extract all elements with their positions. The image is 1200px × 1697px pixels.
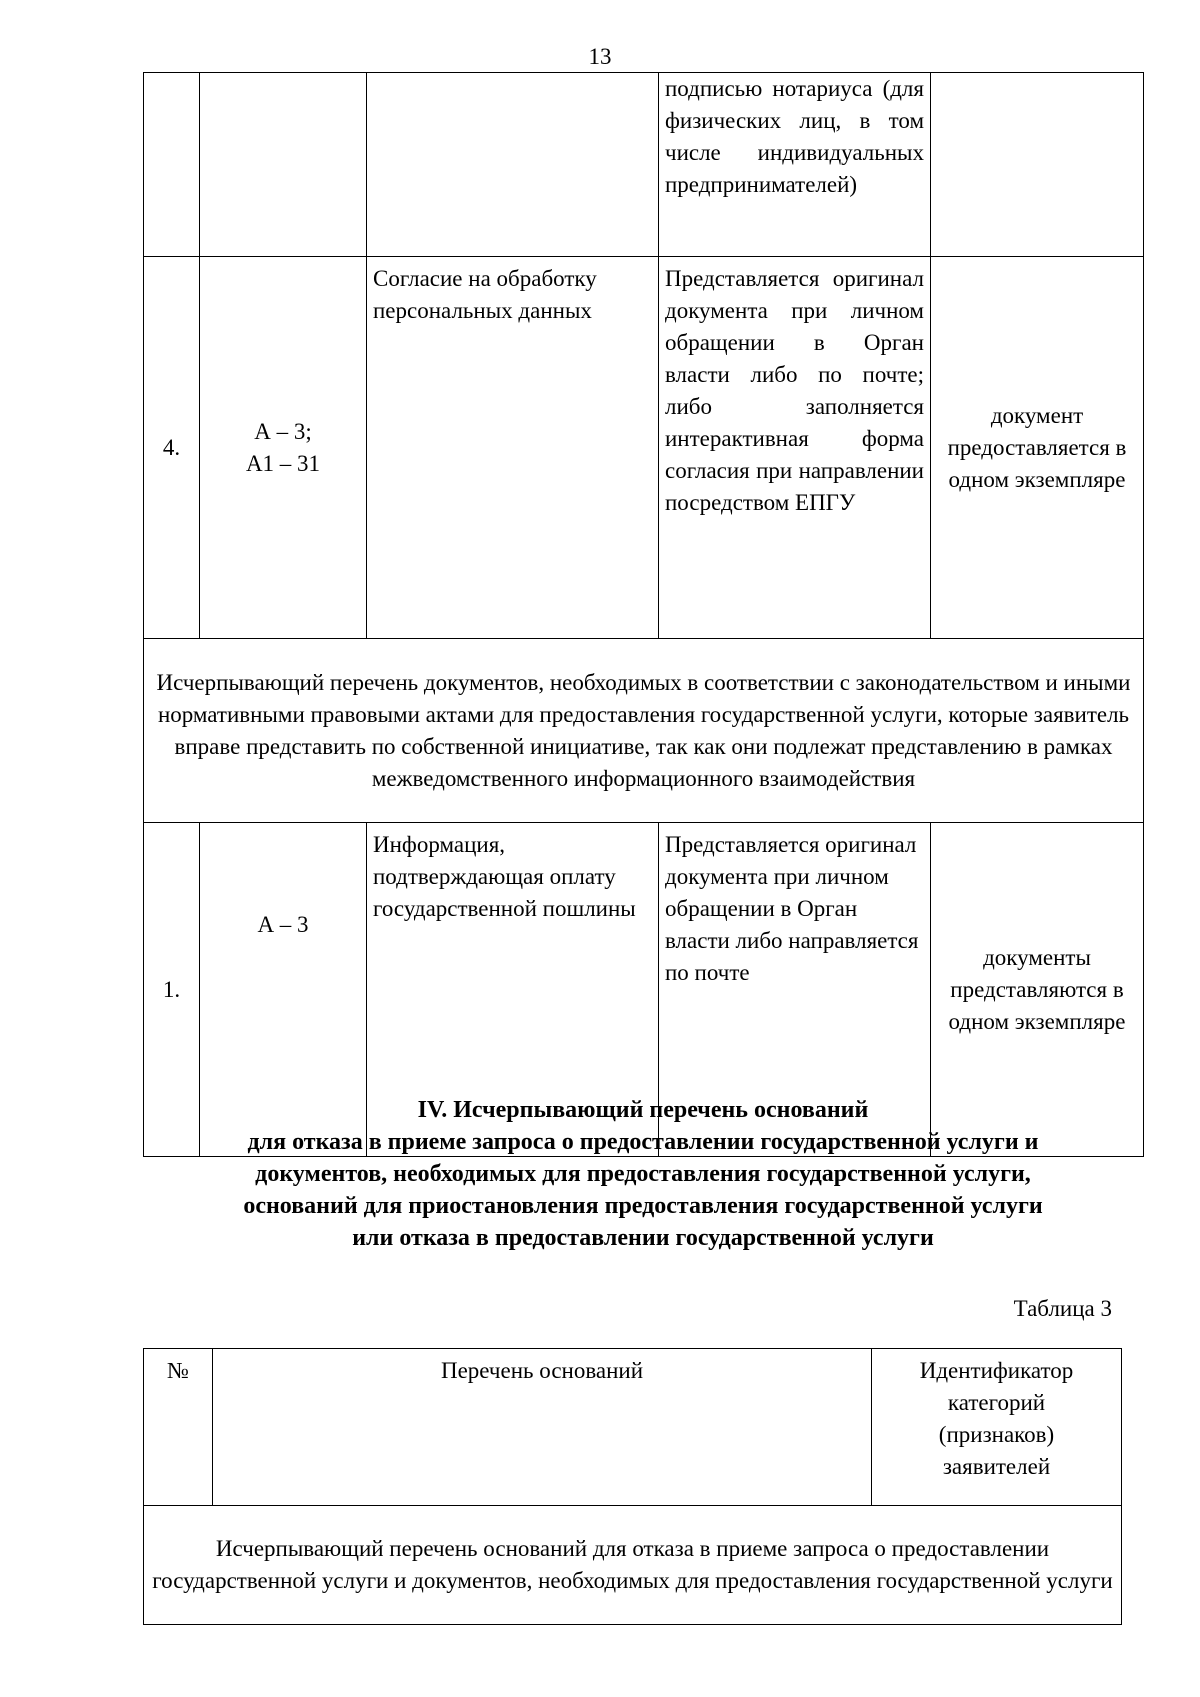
section-row-refusal	[144, 1506, 1122, 1625]
header-applicant-id	[872, 1349, 1122, 1506]
cell-doc-name	[367, 73, 659, 257]
heading-line-2: для отказа в приеме запроса о предоставлении государственной услуги и	[247, 1129, 1039, 1155]
cell-copies: документ предоставляется в одном экземпляре	[931, 257, 1144, 639]
header-id-line-2: категорий	[947, 1390, 1046, 1415]
code-line-2: А1 – 31	[245, 450, 321, 476]
section-row-interagency	[144, 639, 1144, 823]
header-num: №	[144, 1349, 213, 1506]
heading-line-4: оснований для приостановления предоставления государственной услуги	[243, 1193, 1043, 1219]
section-text: Исчерпывающий перечень документов, необходимых в соответствии с законодательством и иными нормативными правовыми актами для предоставления государственной услуги, которые заявитель вправе представить по собственной инициативе, так как они подлежат представлению в рамках межведомственного информационного взаимодействия	[144, 639, 1144, 823]
section-heading	[143, 1094, 1143, 1254]
cell-copies	[931, 73, 1144, 257]
table-caption: Таблица 3	[1013, 1296, 1112, 1321]
cell-code	[200, 257, 367, 639]
heading-line-5: или отказа в предоставлении государственной услуги	[352, 1225, 934, 1251]
cell-num	[144, 73, 200, 257]
page-number: 13	[588, 44, 612, 69]
cell-requirements: подписью нотариуса (для физических лиц, в том числе индивидуальных предпринимателей)	[659, 73, 931, 257]
cell-doc-name: Информация, подтверждающая оплату государственной пошлины	[367, 823, 659, 1157]
cell-code	[200, 73, 367, 257]
cell-num: 1.	[144, 823, 200, 1157]
header-id-line-1: Идентификатор	[919, 1358, 1074, 1383]
cell-code: А – 3	[200, 823, 367, 1157]
cell-num: 4.	[144, 257, 200, 639]
grounds-table	[143, 1348, 1122, 1625]
table-row-4	[144, 257, 1144, 639]
heading-line-1: IV. Исчерпывающий перечень оснований	[417, 1097, 869, 1123]
table-header-row	[144, 1349, 1122, 1506]
section-text: Исчерпывающий перечень оснований для отказа в приеме запроса о предоставлении государственной услуги и документов, необходимых для предоставления государственной услуги	[144, 1506, 1122, 1625]
cell-doc-name: Согласие на обработку персональных данных	[367, 257, 659, 639]
header-id-line-4: заявителей	[942, 1454, 1051, 1479]
cell-requirements: Представляется оригинал документа при личном обращении в Орган власти либо по почте; либо заполняется интерактивная форма согласия при направлении посредством ЕПГУ	[659, 257, 931, 639]
documents-table	[143, 72, 1144, 1157]
cell-copies: документы представляются в одном экземпляре	[931, 823, 1144, 1157]
header-grounds: Перечень оснований	[213, 1349, 872, 1506]
cell-requirements: Представляется оригинал документа при личном обращении в Орган власти либо направляется по почте	[659, 823, 931, 1157]
code-line-1: А – 3;	[254, 418, 312, 444]
header-id-line-3: (признаков)	[938, 1422, 1055, 1447]
heading-line-3: документов, необходимых для предоставления государственной услуги,	[255, 1161, 1031, 1187]
table-row-continued	[144, 73, 1144, 257]
